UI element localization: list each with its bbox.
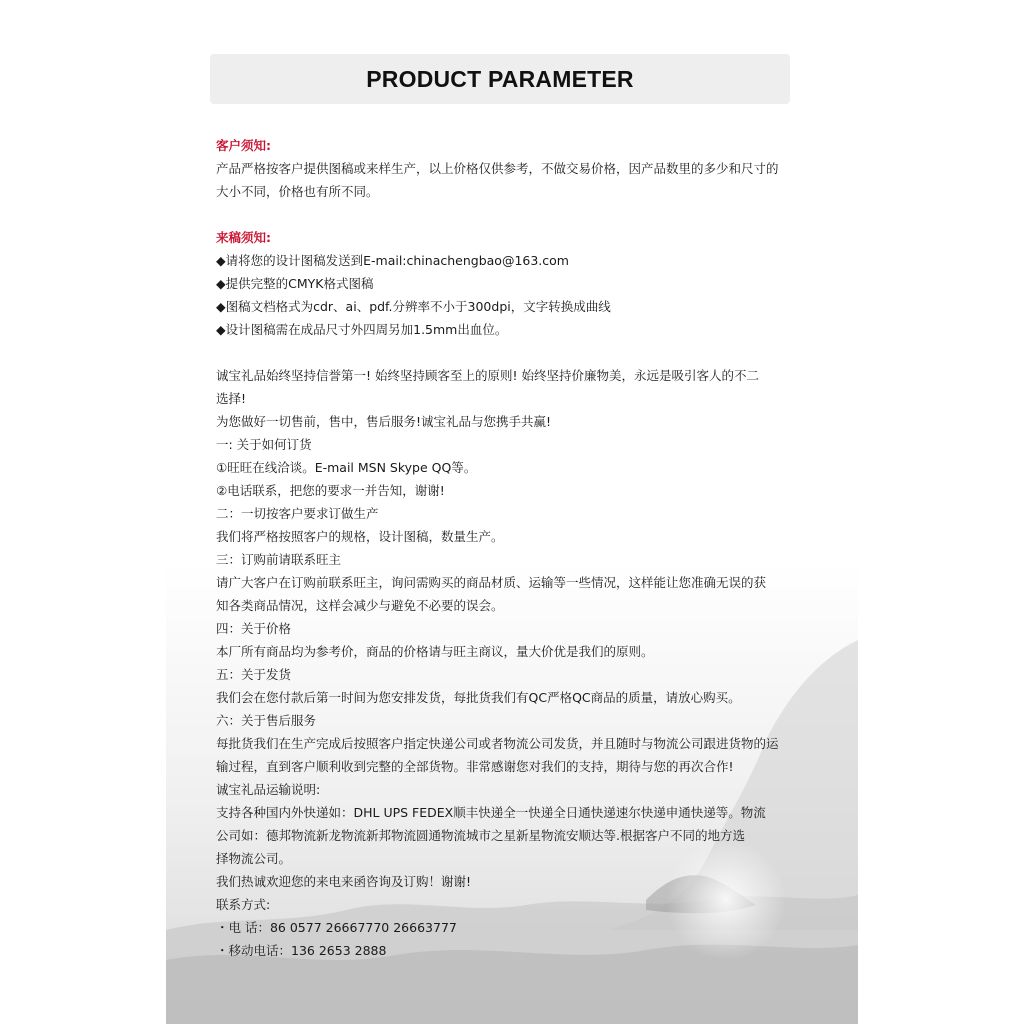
- section-heading: 一: 关于如何订货: [216, 437, 312, 452]
- product-parameter-page: [166, 0, 858, 1024]
- body-line: 为您做好一切售前，售中，售后服务!诚宝礼品与您携手共赢!: [216, 414, 552, 429]
- body-line: 择物流公司。: [216, 851, 292, 866]
- body-line: ①旺旺在线洽谈。E-mail MSN Skype QQ等。: [216, 460, 477, 475]
- customer-notice-heading: 客户须知:: [216, 138, 271, 153]
- section-heading: 三：订购前请联系旺主: [216, 552, 342, 567]
- artwork-item: ◆设计图稿需在成品尺寸外四周另加1.5mm出血位。: [216, 322, 508, 337]
- body-line: ②电话联系，把您的要求一并告知，谢谢!: [216, 483, 445, 498]
- body-line: 我们会在您付款后第一时间为您安排发货，每批货我们有QC严格QC商品的质量，请放心购买。: [216, 690, 741, 705]
- artwork-item: ◆请将您的设计图稿发送到E-mail:chinachengbao@163.com: [216, 253, 569, 268]
- body-line: 我们将严格按照客户的规格，设计图稿，数量生产。: [216, 529, 504, 544]
- body-line: 本厂所有商品均为参考价，商品的价格请与旺主商议，量大价优是我们的原则。: [216, 644, 654, 659]
- section-heading: 四：关于价格: [216, 621, 292, 636]
- section-heading: 六：关于售后服务: [216, 713, 317, 728]
- artwork-item: ◆图稿文档格式为cdr、ai、pdf.分辨率不小于300dpi，文字转换成曲线: [216, 299, 611, 314]
- contact-mobile: ・移动电话：136 2653 2888: [216, 943, 387, 958]
- body-line: 公司如：德邦物流新龙物流新邦物流圆通物流城市之星新星物流安顺达等.根据客户不同的地方选: [216, 828, 745, 843]
- body-line: 每批货我们在生产完成后按照客户指定快递公司或者物流公司发货，并且随时与物流公司跟进货物的运: [216, 736, 779, 751]
- body-line: 支持各种国内外快递如：DHL UPS FEDEX顺丰快递全一快递全日通快递速尔快递申通快递等。物流: [216, 805, 766, 820]
- section-heading: 诚宝礼品运输说明:: [216, 782, 321, 797]
- contact-heading: 联系方式:: [216, 897, 271, 912]
- body-line: 输过程，直到客户顺利收到完整的全部货物。非常感谢您对我们的支持，期待与您的再次合作!: [216, 759, 734, 774]
- page-title: PRODUCT PARAMETER: [366, 65, 634, 92]
- body-line: 我们热诚欢迎您的来电来函咨询及订购！谢谢!: [216, 874, 472, 889]
- artwork-notice-heading: 来稿须知:: [216, 230, 271, 245]
- artwork-item: ◆提供完整的CMYK格式图稿: [216, 276, 374, 291]
- body-line: 诚宝礼品始终坚持信誉第一! 始终坚持顾客至上的原则! 始终坚持价廉物美，永远是吸引客人的不二: [216, 368, 759, 383]
- header-bar: [210, 54, 790, 104]
- notice-line: 产品严格按客户提供图稿或来样生产，以上价格仅供参考，不做交易价格，因产品数里的多少和尺寸的: [216, 161, 779, 176]
- section-heading: 二：一切按客户要求订做生产: [216, 506, 379, 521]
- body-line: 知各类商品情况，这样会减少与避免不必要的误会。: [216, 598, 504, 613]
- notice-line: 大小不同，价格也有所不同。: [216, 184, 379, 199]
- section-heading: 五：关于发货: [216, 667, 292, 682]
- contact-phone: ・电 话：86 0577 26667770 26663777: [216, 920, 457, 935]
- body-line: 选择!: [216, 391, 247, 406]
- body-line: 请广大客户在订购前联系旺主，询问需购买的商品材质、运输等一些情况，这样能让您准确无误的获: [216, 575, 767, 590]
